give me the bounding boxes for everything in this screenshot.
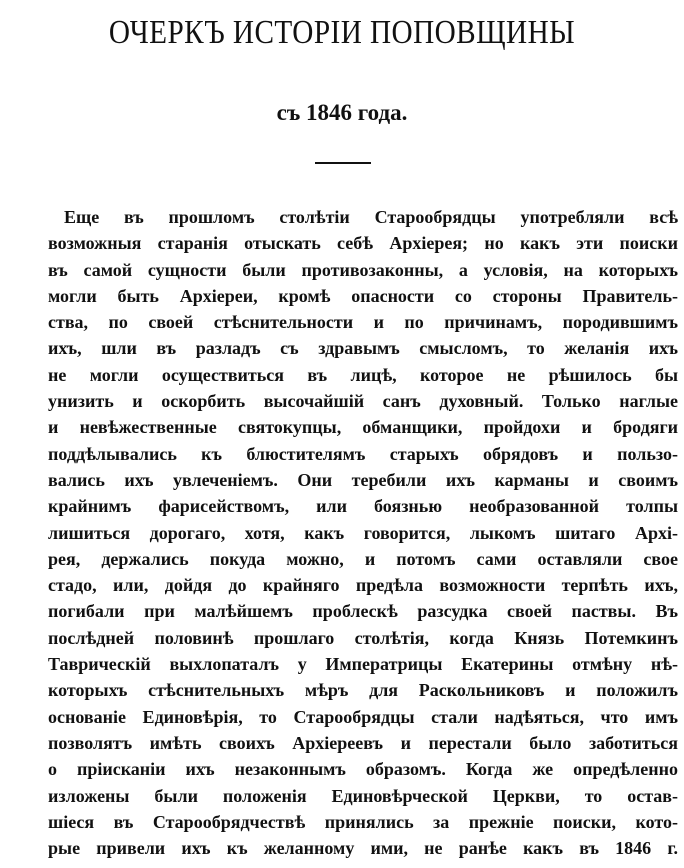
text-line: послѣдней половинѣ прошлаго столѣтія, когда Князь Потемкинъ (48, 627, 678, 648)
text-line: унизить и оскорбить высочайшій санъ духовный. Только наглые (48, 391, 678, 412)
text-line: лишиться дорогаго, хотя, какъ говорится, лыкомъ шитаго Архі- (48, 522, 678, 543)
section-divider (315, 162, 371, 164)
text-line: ства, по своей стѣснительности и по причинамъ, породившимъ (48, 312, 678, 333)
text-line: и невѣжественные святокупцы, обманщики, пройдохи и бродяги (48, 417, 678, 438)
text-line: вались ихъ увлеченіемъ. Они теребили ихъ карманы и своимъ (48, 469, 678, 490)
text-line: возможныя старанія отыскать себѣ Архіерея; но какъ эти поиски (48, 233, 678, 254)
text-line: поддѣлывались къ блюстителямъ старыхъ обрядовъ и пользо- (48, 443, 678, 464)
text-line: изложены были положенія Единовѣрческой Церкви, то остав- (48, 785, 678, 806)
text-line: не могли осуществиться въ лицѣ, которое не рѣшилось бы (48, 364, 678, 385)
chapter-title: ОЧЕРКЪ ИСТОРІИ ПОПОВЩИНЫ (108, 14, 576, 51)
text-line: позволятъ имѣть своихъ Архіереевъ и перестали было заботиться (48, 732, 678, 753)
text-line: Таврическій выхлопаталъ у Императрицы Екатерины отмѣну нѣ- (48, 654, 678, 675)
text-line: рея, держались покуда можно, и потомъ сами оставляли свое (48, 548, 678, 569)
text-line: погибали при малѣйшемъ проблескѣ разсудка своей паствы. Въ (48, 601, 678, 622)
text-line: стадо, или, дойдя до крайняго предѣла возможности терпѣть ихъ, (48, 575, 678, 596)
text-line: крайнимъ фарисействомъ, или боязнью необразованной толпы (48, 496, 678, 517)
text-line: основаніе Единовѣрія, то Старообрядцы стали надѣяться, что имъ (48, 706, 678, 727)
text-line: шіеся въ Старообрядчествѣ принялись за прежніе поиски, кото- (48, 811, 678, 832)
text-line: ихъ, шли въ разладъ съ здравымъ смысломъ, то желанія ихъ (48, 338, 678, 359)
text-line: о пріисканіи ихъ незаконнымъ образомъ. Когда же опредѣленно (48, 759, 678, 780)
text-line: могли быть Архіереи, кромѣ опасности со стороны Правитель- (48, 285, 678, 306)
text-line: въ самой сущности были противозаконны, а условія, на которыхъ (48, 259, 678, 280)
text-line: рые привели ихъ къ желанному ими, не ранѣе какъ въ 1846 г. (48, 838, 678, 859)
text-line: которыхъ стѣснительныхъ мѣръ для Раскольниковъ и положилъ (48, 680, 678, 701)
body-text (48, 204, 678, 861)
text-line: Еще въ прошломъ столѣтіи Старообрядцы употребляли всѣ (64, 207, 678, 227)
chapter-subtitle: съ 1846 года. (276, 100, 408, 125)
